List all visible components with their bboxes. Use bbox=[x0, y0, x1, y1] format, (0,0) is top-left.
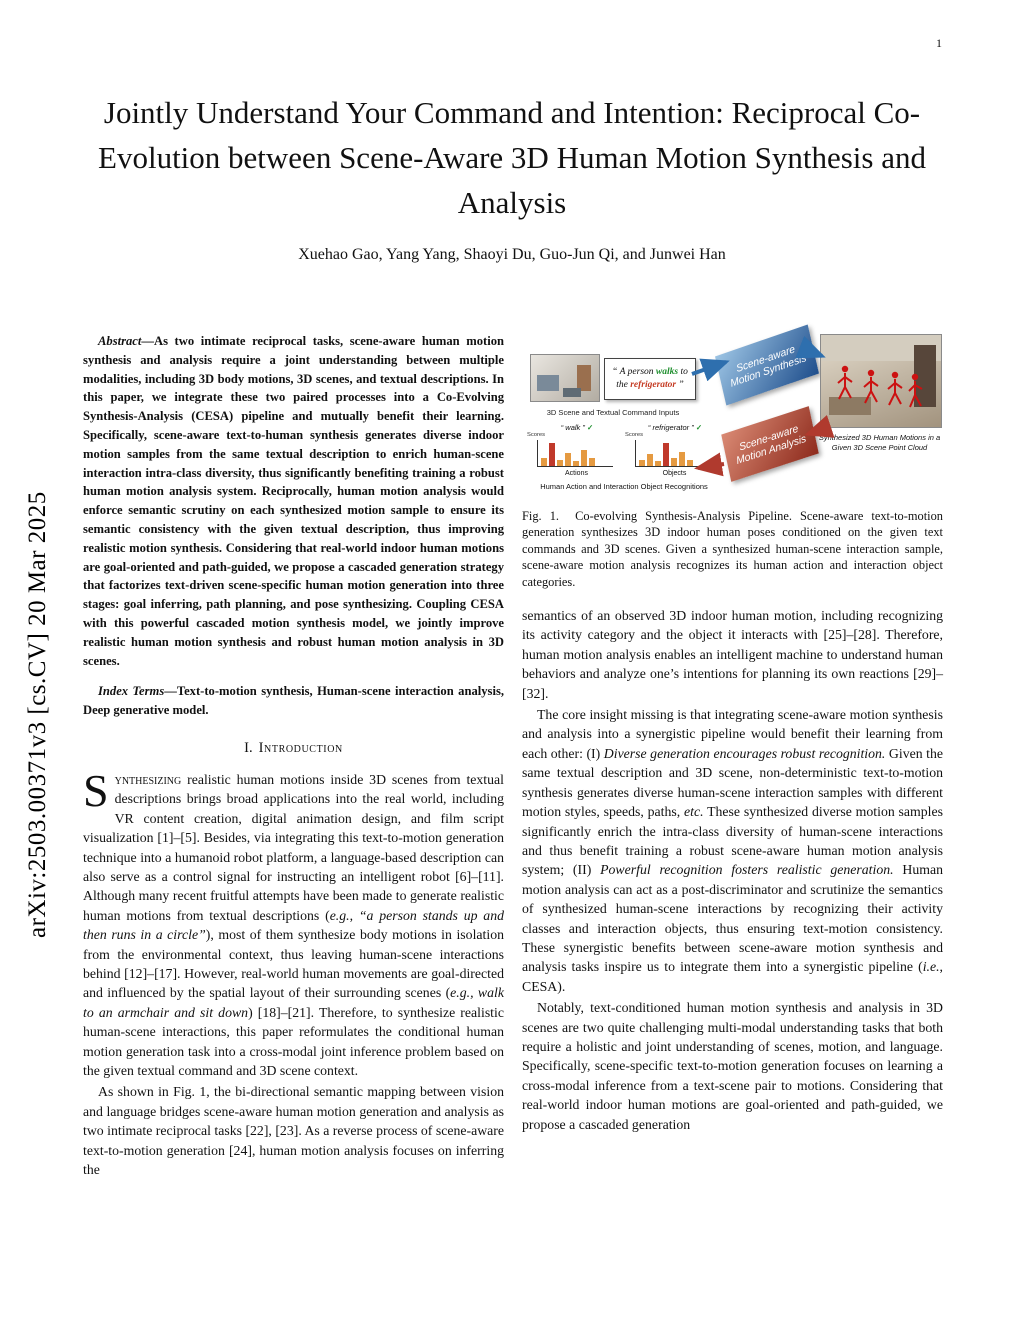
command-close: ” bbox=[676, 380, 684, 390]
arrow-inputs-to-synthesis bbox=[692, 362, 726, 374]
intro-paragraph-1-body bbox=[83, 764, 504, 1079]
object-chart-y-axis-label: Scores bbox=[625, 432, 644, 438]
text-segment: , bbox=[349, 907, 359, 923]
section-number: I. bbox=[244, 739, 253, 756]
intro-first-word: ynthesizing bbox=[114, 771, 182, 787]
recognized-action-word: “ walk ” bbox=[560, 423, 585, 432]
scene-aware-motion-synthesis-module: Scene-aware Motion Synthesis bbox=[715, 325, 819, 406]
text-segment: etc. bbox=[684, 804, 704, 820]
flow-arrows bbox=[522, 332, 943, 496]
text-segment: , CESA). bbox=[522, 959, 943, 994]
text-segment: Human motion analysis can act as a post-discriminator and scrutinize the semantics of synthesized human-scene interactions by recognizing their activity classes and interaction objects, thus ensuring text-motion consistency. These synergistic benefits between scene-aware motion synthesis and analysis tasks inspire us to integrate them into a synergistic pipeline ( bbox=[522, 862, 943, 975]
abstract-label: Abstract bbox=[98, 334, 142, 348]
text-segment: Diverse generation encourages robust recognition. bbox=[603, 745, 886, 761]
right-paragraph-1: semantics of an observed 3D indoor human motion, including recognizing its activity category and the object it interacts with [25]–[28]. Therefore, human motion analysis enables an intelligent machine to understand human behaviors and analyze one’s intentions for planning its own reactions [29]–[32]. bbox=[522, 608, 943, 701]
synthesized-output-caption: Synthesized 3D Human Motions in a Given 3D Scene Point Cloud bbox=[818, 433, 941, 452]
paper-authors: Xuehao Gao, Yang Yang, Shaoyi Du, Guo-Jun Qi, and Junwei Han bbox=[298, 246, 726, 263]
section-heading-introduction bbox=[83, 740, 504, 757]
text-segment: ) [18]–[21]. Therefore, to synthesize realistic human-scene interactions, this paper reformulates the conditional human motion generation task into a cross-modal joint inference problem based on the given textual command and 3D scene context. bbox=[83, 1004, 504, 1079]
paper-title: Jointly Understand Your Command and Intention: Reciprocal Co-Evolution between Scene-Aware 3D Human Motion Synthesis and Analysis bbox=[98, 95, 926, 220]
text-segment: e.g. bbox=[329, 907, 350, 923]
abstract-text: —As two intimate reciprocal tasks, scene-aware human motion synthesis and analysis require a joint understanding between multiple modalities, including 3D body motions, 3D scenes, and textual descriptions. In this paper, we integrate these two paired processes into a Co-Evolving Synthesis-Analysis (CESA) pipeline and mutually benefit their learning. Specifically, scene-aware text-to-human synthesis generates diverse indoor motion samples from the same textual description to enrich human-scene interaction intra-class diversity, thus significantly benefiting training a robust human motion analysis system. Reciprocally, human motion analysis would enforce semantic scrutiny on each synthesized motion sample to ensure its semantic consistency with the given textual description, thus improving realistic motion synthesis. Considering that real-world indoor human motions are goal-oriented and path-guided, we propose a cascaded generation strategy that factorizes text-driven scene-specific human motion generation into three stages: goal inferring, path planning, and pose synthesizing. Coupling CESA with this powerful cascaded motion synthesis model, we jointly improve realistic human motion synthesis and robust human motion analysis in 3D scenes. bbox=[83, 334, 504, 668]
text-segment: These synthesized diverse motion samples significantly enrich the intra-class diversity of human-scene interactions and thus benefit training a robust scene-aware human motion analysis system; (II) bbox=[522, 804, 943, 878]
drop-cap: S bbox=[83, 764, 109, 816]
text-segment: ), most of them synthesize body motions in isolation from the environmental context, thus leaving human-scene interactions behind [12]–[17]. However, real-world human movements are goal-directed and influenced by the spatial layout of their surrounding scenes ( bbox=[83, 927, 504, 1001]
scene-aware-motion-analysis-module: Scene-aware Motion Analysis bbox=[721, 406, 819, 482]
right-column bbox=[522, 332, 943, 1179]
arrow-analysis-to-recognitions bbox=[698, 464, 724, 468]
command-object: refrigerator bbox=[630, 380, 677, 390]
intro-paragraph-1 bbox=[83, 764, 504, 1081]
arrow-synthesis-to-output bbox=[802, 348, 822, 356]
inputs-label: 3D Scene and Textual Command Inputs bbox=[546, 408, 680, 417]
index-terms-paragraph bbox=[83, 682, 504, 720]
action-chart-x-axis-label: Actions bbox=[565, 470, 588, 477]
recognized-object-word: “ refrigerator ” bbox=[647, 423, 694, 432]
index-terms-label: Index Terms bbox=[98, 684, 165, 699]
two-column-body bbox=[83, 332, 943, 1179]
command-verb: walks bbox=[655, 367, 679, 377]
text-segment: Given the same textual description and 3D scene, non-deterministic text-to-motion synthesis generates diverse human-scene interaction samples with different motion styles, speeds, paths, bbox=[522, 745, 943, 820]
command-pre-object: the bbox=[616, 380, 631, 390]
right-paragraph-2 bbox=[522, 705, 943, 996]
abstract-paragraph bbox=[83, 332, 504, 670]
command-mid: to bbox=[678, 367, 688, 377]
recognitions-label: Human Action and Interaction Object Recognitions bbox=[540, 482, 708, 491]
command-open: “ A person bbox=[612, 367, 656, 377]
page-number: 1 bbox=[936, 36, 942, 50]
text-segment: “a person stands up and then runs in a circle” bbox=[83, 907, 504, 943]
text-segment: i.e. bbox=[922, 959, 940, 975]
text-segment: Powerful recognition fosters realistic generation. bbox=[600, 862, 894, 878]
figure-caption-label: Fig. 1. bbox=[522, 509, 559, 523]
section-title: Introduction bbox=[258, 739, 343, 756]
action-chart-y-axis-label: Scores bbox=[527, 432, 546, 438]
arrow-output-to-analysis bbox=[808, 428, 826, 434]
figure-1-caption bbox=[522, 508, 943, 590]
text-segment: The core insight missing is that integrating scene-aware motion synthesis and analysis into a synergistic pipeline would benefit their learning from each other: (I) bbox=[522, 707, 943, 761]
figure-1-diagram bbox=[522, 332, 943, 496]
intro-paragraph-2: As shown in Fig. 1, the bi-directional semantic mapping between vision and language bridges scene-aware human motion generation and analysis as two intimate reciprocal tasks [22], [23]. As a reverse process of scene-aware text-to-motion generation [24], human motion analysis focuses on inferring the bbox=[83, 1084, 505, 1178]
figure-caption-text: Co-evolving Synthesis-Analysis Pipeline. Scene-aware text-to-motion generation synthesizes 3D indoor human poses conditioned on the given text commands and 3D scenes. Given a synthesized human-scene interaction sample, scene-aware motion analysis recognizes its human action and interaction object categories. bbox=[522, 509, 943, 589]
text-segment: realistic human motions inside 3D scenes from textual descriptions brings broad applications into the real world, including VR content creation, digital animation design, and film script visualization [1]–[5]. Besides, via integrating this text-to-motion generation technique into a humanoid robot platform, a language-based description can also serve as a control signal for instructing an intelligent robot [6]–[11]. Although many recent fruitful attempts have been made to generate realistic human motions from textual descriptions ( bbox=[83, 771, 504, 923]
check-icon: ✓ bbox=[695, 423, 703, 432]
right-paragraph-3: Notably, text-conditioned human motion synthesis and analysis in 3D scenes are two quite challenging multi-modal understanding tasks that both require a holistic and joint understanding of scenes, motion, and language. Specifically, scene-specific text-to-motion generation focuses on learning a cross-modal inference from a text-scene pair to motions. Considering that real-world indoor human motions are goal-oriented and path-guided, we propose a cascaded generation bbox=[522, 1000, 943, 1132]
index-terms-text: —Text-to-motion synthesis, Human-scene interaction analysis, Deep generative model. bbox=[83, 684, 504, 718]
object-chart-x-axis-label: Objects bbox=[662, 470, 687, 477]
check-icon: ✓ bbox=[586, 423, 594, 432]
left-column bbox=[83, 332, 504, 1179]
arxiv-sidebar-label: arXiv:2503.00371v3 [cs.CV] 20 Mar 2025 bbox=[24, 491, 51, 938]
text-segment: e.g., walk to an armchair and sit down bbox=[83, 985, 504, 1020]
